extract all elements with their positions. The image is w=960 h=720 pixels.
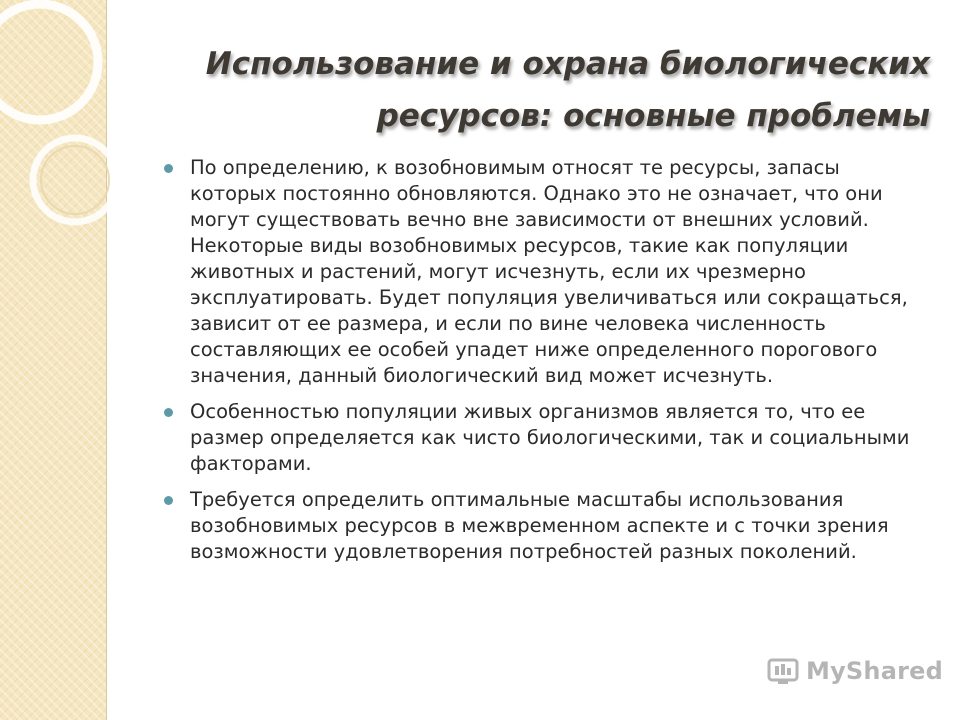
bullet-text: Требуется определить оптимальные масштабы использования возобновимых ресурсов в межвременном аспекте и с точки зрения возможности удовлетворения потребностей разных поколений. bbox=[190, 488, 889, 563]
title-line-1: Использование и охрана биологических bbox=[205, 46, 930, 82]
slide-title bbox=[130, 38, 930, 142]
bullet-dot-icon bbox=[164, 164, 173, 173]
bullet-dot-icon bbox=[164, 496, 173, 505]
myshared-logo-icon bbox=[766, 656, 800, 686]
bullet-item bbox=[162, 487, 922, 565]
watermark bbox=[766, 656, 943, 686]
bullet-dot-icon bbox=[164, 408, 173, 417]
bullet-text: Особенностью популяции живых организмов является то, что ее размер определяется как чисто биологическими, так и социальными факторами. bbox=[190, 400, 910, 475]
bullet-item bbox=[162, 155, 922, 389]
bullet-text: По определению, к возобновимым относят те ресурсы, запасы которых постоянно обновляются. Однако это не означает, что они могут существовать вечно вне зависимости от внешних условий. Некоторые виды возобновимых ресурсов, такие как популяции животных и растений, могут исчезнуть, если их чрезмерно эксплуатировать. Будет популяция увеличиваться или сокращаться, зависит от ее размера, и если по вине человека численность составляющих ее особей упадет ниже определенного порогового значения, данный биологический вид может исчезнуть. bbox=[190, 156, 908, 387]
bullet-item bbox=[162, 399, 922, 477]
bullet-list bbox=[162, 155, 922, 575]
watermark-text: MyShared bbox=[806, 657, 943, 685]
title-line-2: ресурсов: основные проблемы bbox=[376, 98, 930, 134]
